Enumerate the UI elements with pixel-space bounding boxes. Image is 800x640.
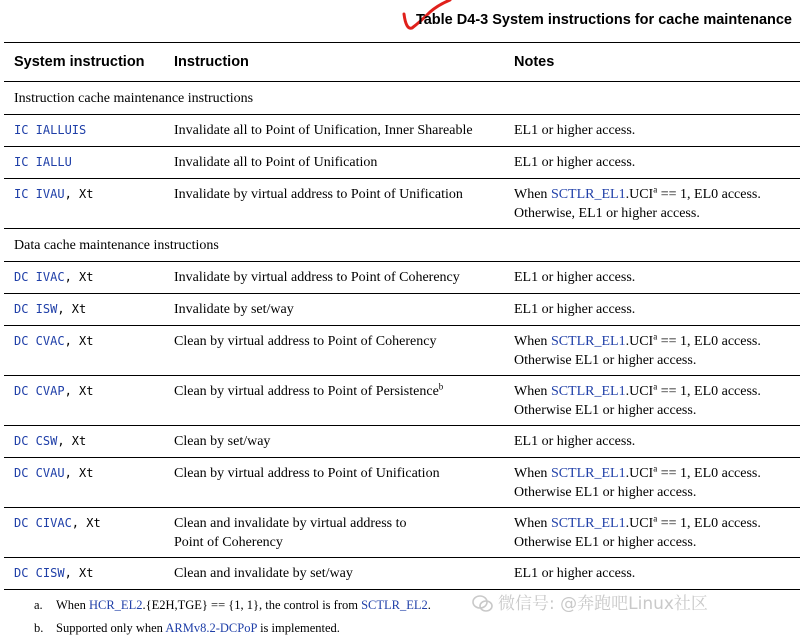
note-field: .UCI: [625, 334, 654, 349]
footnote-ref: a: [653, 463, 658, 474]
footnote-ref: a: [653, 184, 658, 195]
note-text: == 1, EL0 access.: [657, 516, 761, 531]
note-text: EL1 or higher access.: [514, 302, 636, 317]
instruction-description-cell: [174, 458, 514, 508]
note-text: When: [514, 384, 551, 399]
instruction-mnemonic-link[interactable]: DC CVAP: [14, 384, 65, 398]
note-text-line2: Otherwise EL1 or higher access.: [514, 535, 697, 550]
system-instruction-cell: [4, 376, 174, 426]
instruction-description-cell: [174, 262, 514, 294]
instruction-description: Invalidate by virtual address to Point of Coherency: [174, 270, 460, 285]
instruction-description: Invalidate all to Point of Unification, Inner Shareable: [174, 123, 473, 138]
section-header-row: [4, 229, 800, 262]
system-instruction-cell: [4, 115, 174, 147]
instruction-description: Clean and invalidate by set/way: [174, 566, 353, 581]
footnote-text: Supported only when: [56, 621, 166, 635]
system-instruction-cell: [4, 294, 174, 326]
instruction-description-cell: [174, 179, 514, 229]
instruction-description: Invalidate by set/way: [174, 302, 294, 317]
table-caption: Table D4-3 System instructions for cache maintenance: [415, 12, 792, 28]
note-field: .UCI: [625, 466, 654, 481]
table-row: [4, 179, 800, 229]
instruction-description-cell: [174, 147, 514, 179]
notes-cell: [514, 458, 800, 508]
instruction-description-cell: [174, 294, 514, 326]
table-row: [4, 458, 800, 508]
instruction-mnemonic-link[interactable]: DC ISW: [14, 302, 58, 316]
note-text: == 1, EL0 access.: [657, 187, 761, 202]
note-text: EL1 or higher access.: [514, 155, 636, 170]
instruction-description-cell: [174, 508, 514, 558]
cache-instructions-table: [4, 42, 800, 590]
table-row: [4, 376, 800, 426]
header-system-instruction: System instruction: [4, 43, 174, 82]
note-text-line2: Otherwise EL1 or higher access.: [514, 485, 697, 500]
instruction-mnemonic-link[interactable]: DC CVAC: [14, 334, 65, 348]
table-body: [4, 82, 800, 590]
notes-cell: [514, 294, 800, 326]
footnote-text: When: [56, 598, 89, 612]
section-title: Data cache maintenance instructions: [4, 229, 800, 262]
instruction-operand: , Xt: [64, 187, 94, 201]
table-row: [4, 508, 800, 558]
watermark-text: 微信号: @奔跑吧Linux社区: [498, 594, 708, 614]
footnote-ref: a: [653, 381, 658, 392]
hcr-el2-link[interactable]: HCR_EL2: [88, 598, 143, 612]
notes-cell: [514, 426, 800, 458]
table-row: [4, 326, 800, 376]
instruction-description: Clean by virtual address to Point of Coherency: [174, 334, 437, 349]
note-text: == 1, EL0 access.: [657, 334, 761, 349]
footnote-text: is implemented.: [256, 621, 340, 635]
note-field: .UCI: [625, 516, 654, 531]
footnote-text: .: [427, 598, 431, 612]
footnote-ref: a: [653, 513, 658, 524]
system-instruction-cell: [4, 426, 174, 458]
footnotes: [34, 594, 431, 640]
note-text: When: [514, 334, 551, 349]
notes-cell: [514, 179, 800, 229]
footnote-label: a.: [34, 598, 43, 612]
footnote-b: [34, 617, 431, 640]
instruction-mnemonic-link[interactable]: DC CIVAC: [14, 516, 72, 530]
instruction-operand: , Xt: [64, 384, 94, 398]
table-row: [4, 426, 800, 458]
note-text: EL1 or higher access.: [514, 270, 636, 285]
footnote-text: .{E2H,TGE} == {1, 1}, the control is from: [142, 598, 362, 612]
armv8-dcpop-link[interactable]: ARMv8.2-DCPoP: [165, 621, 257, 635]
instruction-description: Clean by set/way: [174, 434, 271, 449]
section-title: Instruction cache maintenance instructions: [4, 82, 800, 115]
notes-cell: [514, 115, 800, 147]
table-header-row: [4, 43, 800, 82]
notes-cell: [514, 558, 800, 590]
system-instruction-cell: [4, 558, 174, 590]
sctlr-el1-link[interactable]: SCTLR_EL1: [550, 516, 626, 531]
table-row: [4, 147, 800, 179]
notes-cell: [514, 326, 800, 376]
note-field: .UCI: [625, 187, 654, 202]
note-text-line2: Otherwise EL1 or higher access.: [514, 353, 697, 368]
notes-cell: [514, 262, 800, 294]
sctlr-el1-link[interactable]: SCTLR_EL1: [550, 384, 626, 399]
instruction-description-line2: Point of Coherency: [174, 535, 283, 550]
system-instruction-cell: [4, 262, 174, 294]
instruction-mnemonic-link[interactable]: IC IALLU: [14, 155, 72, 169]
note-text-line2: Otherwise, EL1 or higher access.: [514, 206, 700, 221]
note-text: EL1 or higher access.: [514, 434, 636, 449]
table-row: [4, 262, 800, 294]
instruction-description: Clean by virtual address to Point of Persistence: [174, 384, 439, 399]
instruction-description-cell: [174, 426, 514, 458]
sctlr-el1-link[interactable]: SCTLR_EL1: [550, 466, 626, 481]
instruction-operand: , Xt: [57, 302, 87, 316]
notes-cell: [514, 147, 800, 179]
instruction-description: Clean and invalidate by virtual address to: [174, 516, 407, 531]
notes-cell: [514, 376, 800, 426]
sctlr-el1-link[interactable]: SCTLR_EL1: [550, 334, 626, 349]
instruction-description-cell: [174, 376, 514, 426]
note-text: When: [514, 187, 551, 202]
instruction-mnemonic-link[interactable]: IC IALLUIS: [14, 123, 87, 137]
footnote-ref: b: [438, 381, 444, 392]
table-row: [4, 558, 800, 590]
instruction-mnemonic-link[interactable]: DC CISW: [14, 566, 65, 580]
note-text: When: [514, 516, 551, 531]
header-notes: Notes: [514, 43, 800, 82]
instruction-mnemonic-link[interactable]: DC CSW: [14, 434, 58, 448]
note-text: When: [514, 466, 551, 481]
instruction-description-cell: [174, 115, 514, 147]
system-instruction-cell: [4, 179, 174, 229]
instruction-description-cell: [174, 326, 514, 376]
sctlr-el2-link[interactable]: SCTLR_EL2: [361, 598, 428, 612]
instruction-mnemonic-link[interactable]: IC IVAU: [14, 187, 65, 201]
system-instruction-cell: [4, 147, 174, 179]
instruction-mnemonic-link[interactable]: DC CVAU: [14, 466, 65, 480]
sctlr-el1-link[interactable]: SCTLR_EL1: [550, 187, 626, 202]
note-text: EL1 or higher access.: [514, 566, 636, 581]
table-row: [4, 294, 800, 326]
note-text-line2: Otherwise EL1 or higher access.: [514, 403, 697, 418]
footnote-ref: a: [653, 331, 658, 342]
instruction-operand: , Xt: [64, 466, 94, 480]
note-field: .UCI: [625, 384, 654, 399]
note-text: == 1, EL0 access.: [657, 384, 761, 399]
notes-cell: [514, 508, 800, 558]
note-text: EL1 or higher access.: [514, 123, 636, 138]
note-text: == 1, EL0 access.: [657, 466, 761, 481]
instruction-operand: , Xt: [64, 334, 94, 348]
system-instruction-cell: [4, 326, 174, 376]
system-instruction-cell: [4, 458, 174, 508]
instruction-description: Invalidate by virtual address to Point of Unification: [174, 187, 463, 202]
instruction-operand: , Xt: [57, 434, 87, 448]
section-header-row: [4, 82, 800, 115]
wechat-icon: [472, 594, 494, 614]
instruction-operand: , Xt: [64, 270, 94, 284]
instruction-operand: , Xt: [71, 516, 101, 530]
instruction-description: Clean by virtual address to Point of Unification: [174, 466, 440, 481]
footnote-label: b.: [34, 621, 44, 635]
instruction-description-cell: [174, 558, 514, 590]
instruction-description: Invalidate all to Point of Unification: [174, 155, 378, 170]
instruction-operand: , Xt: [64, 566, 94, 580]
footnote-a: [34, 594, 431, 617]
instruction-mnemonic-link[interactable]: DC IVAC: [14, 270, 65, 284]
table-row: [4, 115, 800, 147]
header-instruction: Instruction: [174, 43, 514, 82]
system-instruction-cell: [4, 508, 174, 558]
wechat-watermark: [472, 589, 708, 614]
